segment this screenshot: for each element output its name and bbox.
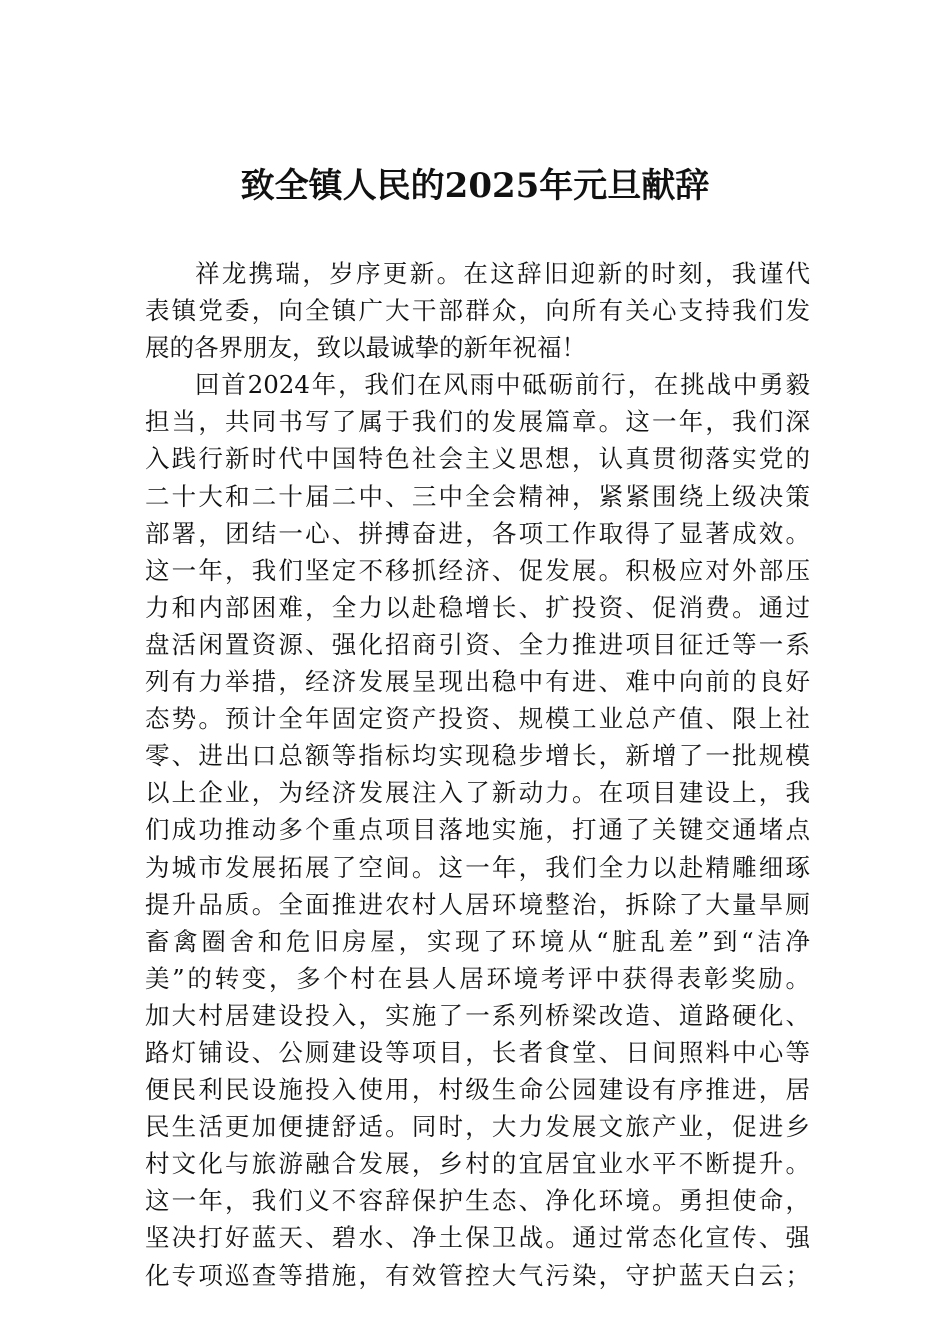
paragraph-line: 列有力举措，经济发展呈现出稳中有进、难中向前的良好 (145, 667, 810, 697)
paragraph-line: 化专项巡查等措施，有效管控大气污染，守护蓝天白云； (145, 1260, 810, 1290)
paragraph-line: 们成功推动多个重点项目落地实施，打通了关键交通堵点 (145, 815, 810, 845)
paragraph-line: 表镇党委，向全镇广大干部群众，向所有关心支持我们发 (145, 296, 810, 326)
paragraph-line: 路灯铺设、公厕建设等项目，长者食堂、日间照料中心等 (145, 1037, 810, 1067)
paragraph-line: 提升品质。全面推进农村人居环境整治，拆除了大量旱厕 (145, 889, 810, 919)
document-title: 致全镇人民的2025年元旦献辞 (240, 166, 710, 206)
paragraph-line: 零、进出口总额等指标均实现稳步增长，新增了一批规模 (145, 741, 810, 771)
paragraph-line: 二十大和二十届二中、三中全会精神，紧紧围绕上级决策 (145, 481, 810, 511)
paragraph-line: 为城市发展拓展了空间。这一年，我们全力以赴精雕细琢 (145, 852, 810, 882)
paragraph-line: 回首2024年，我们在风雨中砥砺前行，在挑战中勇毅 (195, 370, 810, 400)
paragraph-line: 加大村居建设投入，实施了一系列桥梁改造、道路硬化、 (145, 1000, 810, 1030)
paragraph-line: 盘活闲置资源、强化招商引资、全力推进项目征迁等一系 (145, 629, 810, 659)
paragraph-line: 祥龙携瑞，岁序更新。在这辞旧迎新的时刻，我谨代 (195, 259, 810, 288)
paragraph-line: 便民利民设施投入使用，村级生命公园建设有序推进，居 (145, 1075, 810, 1105)
paragraph-line: 展的各界朋友，致以最诚挚的新年祝福！ (145, 333, 586, 363)
paragraph-line: 畜禽圈舍和危旧房屋，实现了环境从“脏乱差”到“洁净 (145, 926, 810, 956)
paragraph-line: 这一年，我们坚定不移抓经济、促发展。积极应对外部压 (145, 555, 810, 585)
document-body (145, 255, 810, 1294)
paragraph-line: 入践行新时代中国特色社会主义思想，认真贯彻落实党的 (145, 444, 810, 474)
paragraph-line: 担当，共同书写了属于我们的发展篇章。这一年，我们深 (145, 407, 810, 437)
paragraph-line: 这一年，我们义不容辞保护生态、净化环境。勇担使命， (145, 1186, 810, 1216)
paragraph-line: 坚决打好蓝天、碧水、净土保卫战。通过常态化宣传、强 (145, 1223, 810, 1253)
paragraph-line: 以上企业，为经济发展注入了新动力。在项目建设上，我 (145, 778, 810, 808)
paragraph-line: 民生活更加便捷舒适。同时，大力发展文旅产业，促进乡 (145, 1112, 810, 1142)
paragraph-line: 部署，团结一心、拼搏奋进，各项工作取得了显著成效。 (145, 518, 810, 548)
paragraph-line: 美”的转变，多个村在县人居环境考评中获得表彰奖励。 (145, 963, 810, 993)
paragraph-line: 力和内部困难，全力以赴稳增长、扩投资、促消费。通过 (145, 592, 810, 622)
paragraph-line: 态势。预计全年固定资产投资、规模工业总产值、限上社 (145, 704, 810, 734)
paragraph-line: 村文化与旅游融合发展，乡村的宜居宜业水平不断提升。 (145, 1149, 810, 1179)
